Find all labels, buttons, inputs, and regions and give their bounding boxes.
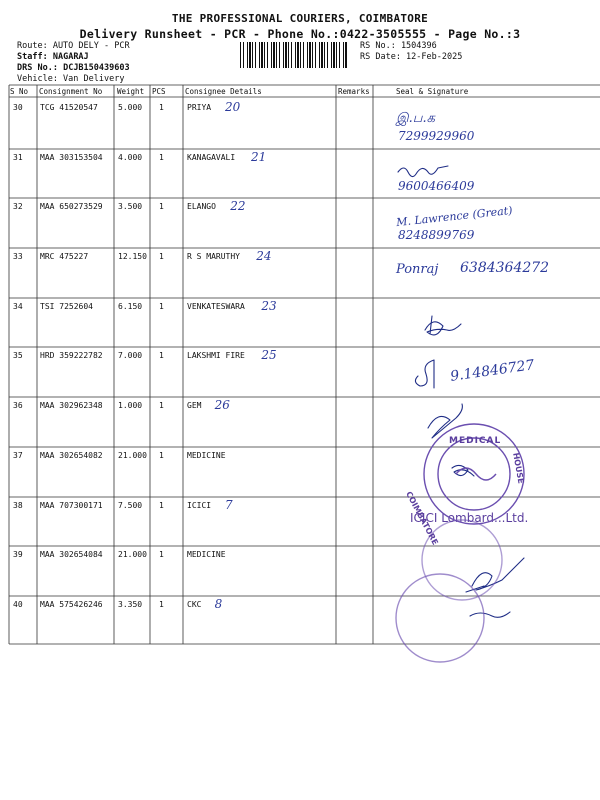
row-weight: 12.150	[118, 252, 147, 261]
stamp-left-text: COIMBATORE	[404, 490, 440, 547]
stamp-top-text: MEDICAL	[449, 436, 502, 446]
row-consignee: VENKATESWARA	[187, 302, 245, 311]
col-header-weight: Weight	[117, 87, 145, 96]
row-consignment-no: TCG 41520547	[40, 103, 98, 112]
row-pcs: 1	[159, 202, 164, 211]
row-signature-phone: 6384364272	[460, 260, 550, 276]
row-sno: 35	[13, 351, 23, 360]
row-handwritten-number: 21	[251, 150, 267, 164]
row-consignee: GEM	[187, 401, 202, 410]
row-pcs: 1	[159, 401, 164, 410]
col-header-sno: S No	[10, 87, 29, 96]
row-weight: 1.000	[118, 401, 143, 410]
row-pcs: 1	[159, 103, 164, 112]
row-sno: 33	[13, 252, 23, 261]
col-header-consignee: Consignee Details	[185, 87, 262, 96]
row-handwritten-number: 7	[225, 498, 233, 512]
row-sno: 40	[13, 600, 23, 609]
row-handwritten-number: 22	[230, 199, 246, 213]
row-sno: 32	[13, 202, 23, 211]
row-weight: 21.000	[118, 550, 147, 559]
row-pcs: 1	[159, 153, 164, 162]
row-consignee: MEDICINE	[187, 550, 226, 559]
row-sno: 30	[13, 103, 23, 112]
row-handwritten-number: 24	[256, 249, 272, 263]
row-consignment-no: MAA 650273529	[40, 202, 103, 211]
row-consignment-no: MAA 302962348	[40, 401, 103, 410]
col-header-pcs: PCS	[152, 87, 166, 96]
row-consignment-no: HRD 359222782	[40, 351, 103, 360]
row-handwritten-number: 25	[261, 348, 277, 362]
row-sno: 36	[13, 401, 23, 410]
row-weight: 7.500	[118, 501, 143, 510]
row-handwritten-number: 20	[225, 100, 241, 114]
row-consignee: R S MARUTHY	[187, 252, 240, 261]
row-consignment-no: MAA 302654084	[40, 550, 103, 559]
rs-date: RS Date: 12-Feb-2025	[360, 52, 463, 62]
row-pcs: 1	[159, 600, 164, 609]
row-consignee: CKC	[187, 600, 202, 609]
row-consignment-no: MAA 303153504	[40, 153, 103, 162]
row-handwritten-number: 8	[214, 597, 223, 611]
row-consignee: ICICI	[187, 501, 212, 510]
row-consignment-no: MAA 707300171	[40, 501, 103, 510]
route-text: Route: AUTO DELY - PCR	[17, 41, 130, 51]
row-weight: 7.000	[118, 351, 143, 360]
runsheet-subtitle: Delivery Runsheet - PCR - Phone No.:0422-3505555 - Page No.:3	[79, 27, 521, 41]
col-header-seal-signature: Seal & Signature	[396, 87, 469, 96]
row-weight: 6.150	[118, 302, 143, 311]
row-signature-text: ICICI Lombard...Ltd.	[410, 511, 529, 525]
row-weight: 21.000	[118, 451, 147, 460]
row-pcs: 1	[159, 252, 164, 261]
row-handwritten-number: 26	[214, 398, 230, 412]
row-sno: 39	[13, 550, 23, 559]
row-weight: 3.500	[118, 202, 143, 211]
row-signature-phone: 7299929960	[398, 129, 475, 143]
row-signature-phone: 9.14846727	[449, 357, 536, 385]
row-sno: 38	[13, 501, 23, 510]
row-consignment-no: MRC 475227	[40, 252, 89, 261]
row-consignee: PRIYA	[187, 103, 212, 112]
drs-label: DRS No.:	[17, 63, 58, 73]
row-pcs: 1	[159, 550, 164, 559]
col-header-remarks: Remarks	[338, 87, 370, 96]
row-weight: 4.000	[118, 153, 143, 162]
row-pcs: 1	[159, 302, 164, 311]
row-consignee: KANAGAVALI	[187, 153, 236, 162]
row-consignee: ELANGO	[187, 202, 216, 211]
staff-value: NAGARAJ	[52, 52, 89, 62]
stamp-right-text: HOUSE	[511, 452, 526, 485]
row-consignment-no: TSI 7252604	[40, 302, 93, 311]
row-pcs: 1	[159, 451, 164, 460]
row-sno: 34	[13, 302, 23, 311]
row-sno: 37	[13, 451, 23, 460]
rs-number: RS No.: 1504396	[360, 41, 437, 51]
row-pcs: 1	[159, 351, 164, 360]
row-weight: 3.350	[118, 600, 143, 609]
row-signature-text: Ponraj	[396, 262, 439, 277]
row-signature-phone: 8248899769	[398, 228, 475, 242]
staff-label: Staff:	[17, 52, 48, 62]
row-sno: 31	[13, 153, 23, 162]
row-consignment-no: MAA 575426246	[40, 600, 103, 609]
row-consignee: MEDICINE	[187, 451, 226, 460]
row-handwritten-number: 23	[261, 299, 277, 313]
vehicle-text: Vehicle: Van Delivery	[17, 74, 125, 84]
row-signature-phone: 9600466409	[398, 179, 475, 193]
row-consignment-no: MAA 302654082	[40, 451, 103, 460]
row-signature-text: இ.ப.க	[396, 111, 435, 126]
row-signature-text: M. Lawrence (Great)	[395, 203, 514, 230]
col-header-consignment: Consignment No	[39, 87, 103, 96]
row-pcs: 1	[159, 501, 164, 510]
company-title: THE PROFESSIONAL COURIERS, COIMBATORE	[171, 12, 429, 25]
row-weight: 5.000	[118, 103, 143, 112]
row-consignee: LAKSHMI FIRE	[187, 351, 245, 360]
drs-value: DCJB150439603	[63, 63, 130, 73]
